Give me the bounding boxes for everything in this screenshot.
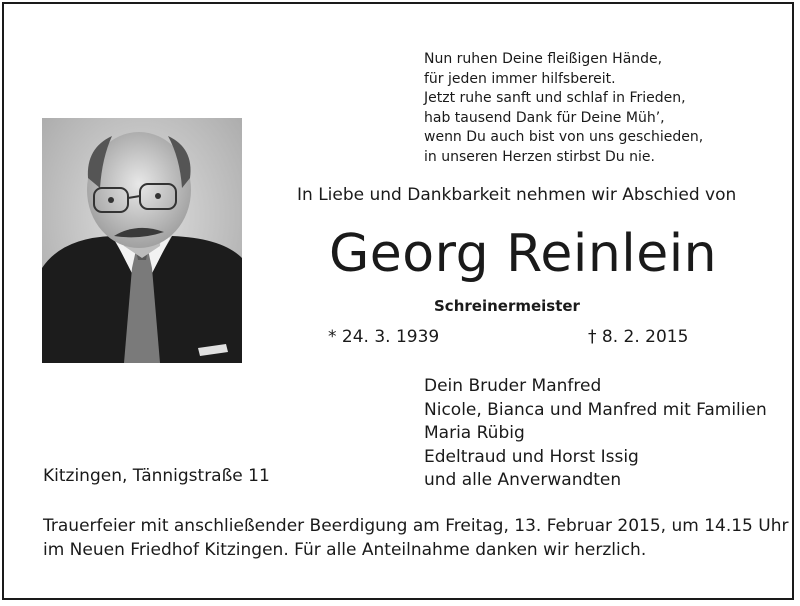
poem [424, 50, 703, 168]
service-line: im Neuen Friedhof Kitzingen. Für alle Anteilnahme danken wir herzlich. [43, 540, 647, 560]
mourners-list [424, 375, 767, 493]
poem-line: Jetzt ruhe sanft und schlaf in Frieden, [424, 90, 686, 107]
address: Kitzingen, Tännigstraße 11 [43, 466, 270, 486]
poem-line: Nun ruhen Deine fleißigen Hände, [424, 51, 663, 67]
profession: Schreinermeister [434, 297, 580, 315]
poem-line: in unseren Herzen stirbst Du nie. [424, 148, 655, 165]
mourner-line: Edeltraud und Horst Issig [424, 446, 639, 467]
service-line: Trauerfeier mit anschließender Beerdigung am Freitag, 13. Februar 2015, um 14.15 Uhr [43, 516, 789, 536]
portrait-photo [42, 118, 242, 363]
mourner-line: Dein Bruder Manfred [424, 376, 602, 396]
mourner-line: und alle Anverwandten [424, 470, 622, 491]
service-info [43, 514, 788, 562]
mourner-line: Maria Rübig [424, 423, 525, 444]
intro-text: In Liebe und Dankbarkeit nehmen wir Abschied von [297, 185, 737, 205]
deceased-name: Georg Reinlein [329, 224, 718, 284]
poem-line: wenn Du auch bist von uns geschieden, [424, 129, 704, 146]
poem-line: hab tausend Dank für Deine Müh’, [424, 109, 665, 126]
mourner-line: Nicole, Bianca und Manfred mit Familien [424, 399, 767, 420]
death-date: † 8. 2. 2015 [588, 327, 689, 347]
birth-date: * 24. 3. 1939 [328, 327, 440, 347]
poem-line: für jeden immer hilfsbereit. [424, 70, 616, 87]
portrait-illustration [42, 118, 242, 363]
